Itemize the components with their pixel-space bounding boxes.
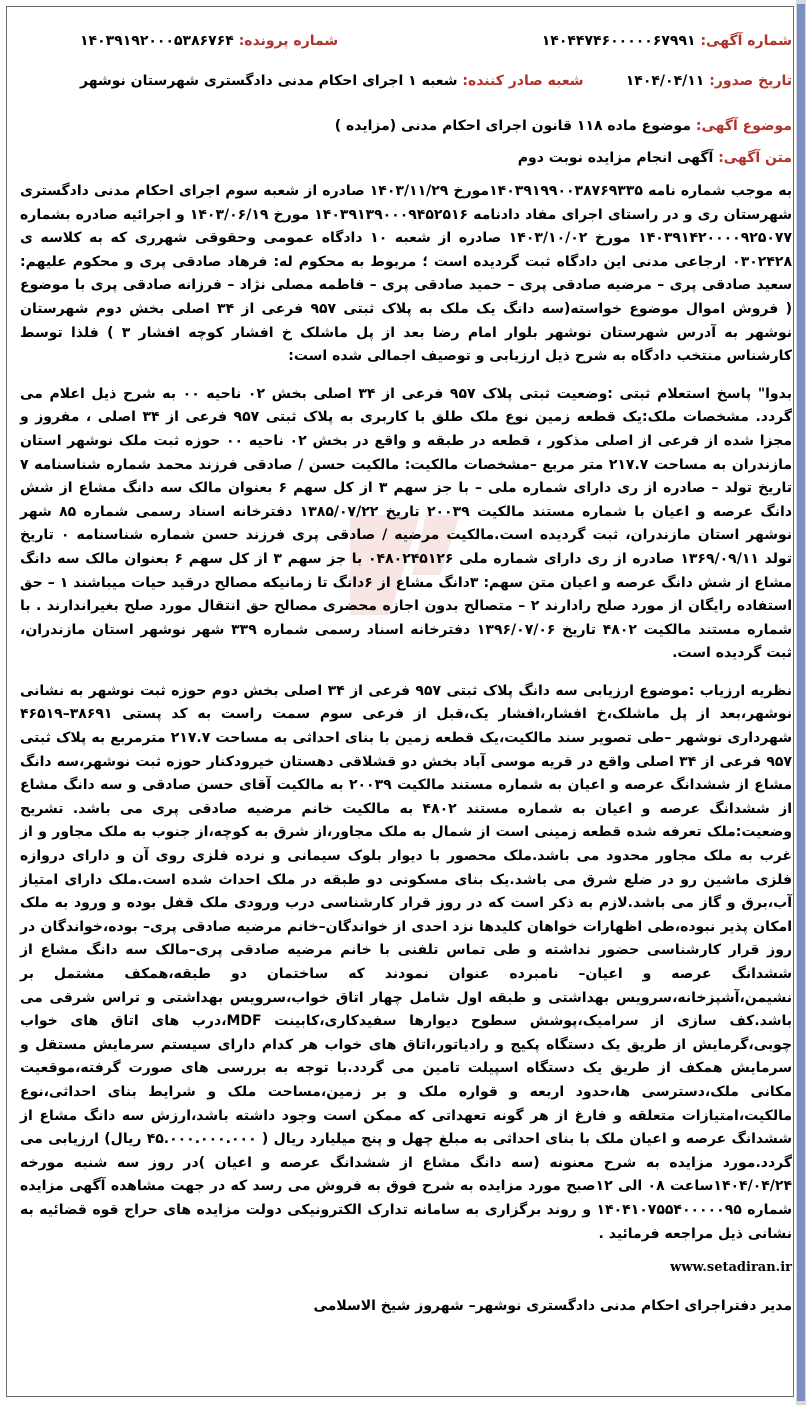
ad-number-value: ۱۴۰۴۴۷۴۶۰۰۰۰۰۶۷۹۹۱ bbox=[541, 33, 696, 49]
scrollbar-track[interactable] bbox=[796, 0, 806, 1405]
case-number-label: شماره پرونده: bbox=[238, 33, 339, 49]
subject-line bbox=[20, 118, 792, 134]
signer-line: مدیر دفتراجرای احکام مدنی دادگستری نوشهر– شهروز شیخ الاسلامی bbox=[313, 1298, 792, 1315]
scrollbar-thumb[interactable] bbox=[797, 4, 805, 1401]
header-row-2 bbox=[20, 70, 792, 92]
website-link[interactable]: www.setadiran.ir bbox=[670, 1260, 792, 1276]
issuer-value: شعبه ۱ اجرای احکام مدنی دادگستری شهرستان نوشهر bbox=[80, 73, 458, 89]
case-number-value: ۱۴۰۳۹۱۹۲۰۰۰۵۳۸۶۷۶۴ bbox=[80, 33, 234, 49]
issue-date-value: ۱۴۰۴/۰۴/۱۱ bbox=[625, 73, 705, 89]
issuer-label: شعبه صادر کننده: bbox=[462, 73, 584, 89]
issue-date-label: تاریخ صدور: bbox=[709, 73, 792, 89]
case-number-field bbox=[80, 33, 338, 49]
ad-number-field bbox=[542, 33, 792, 49]
issue-date-field bbox=[626, 73, 792, 89]
ad-text-label: متن آگهی: bbox=[718, 150, 792, 166]
issuer-field bbox=[80, 73, 584, 89]
paragraph-appraisal: نظریه ارزیاب :موضوع ارزیابی سه دانگ پلاک ثبتی ۹۵۷ فرعی از ۳۴ اصلی بخش دوم حوزه ثبت نوشهر به نشانی نوشهر،بعد از پل ماشلک،خ افشار،افشار یک،قبل از فرعی سوم سمت راست به کد پستی ۳۸۶۹۱–۴۶۵۱۹ شهرداری نوشهر –طی تصویر سند مالکیت،یک قطعه زمین با بنای احداثی به مساحت ۲۱۷.۷ مترمربع به پلاک ثبتی ۹۵۷ فرعی از ۳۴ اصلی واقع در قریه موسی آباد بخش دو قشلاقی دهستان خیرودکنار حوزه ثبت نوشهر،سه دانگ مشاع از ششدانگ عرصه و اعیان به شماره مستند مالکیت ۲۰۰۳۹ به مالکیت آقای حسن صادقی و سه دانگ مشاع از ششدانگ عرصه و اعیان به شماره مستند ۴۸۰۲ به مالکیت خانم مرضیه صادقی پری می باشد. تشریح وضعیت:ملک تعرفه شده قطعه زمینی است از شمال به ملک مجاور،از شرق به کوچه،از جنوب به ملک مجاور و از غرب به ملک مجاور محدود می باشد.ملک محصور با دیوار بلوک سیمانی و نرده فلزی روی آن و دارای دروازه فلزی ماشین رو در ضلع شرق می باشد.یک بنای مسکونی دو طبقه در ملک احداث شده است.ملک دارای امتیاز آب،برق و گاز می باشد.لازم به ذکر است که در روز قرار کارشناسی درب ورودی ملک قفل بوده و ورود به ملک امکان پذیر نبوده،طی اظهارات خواهان کلیدها نزد احدی از خواندگان–خانم مرضیه صادقی پری– بوده،خواندگان در روز قرار کارشناسی حضور نداشته و طی تماس تلفنی با خانم مرضیه صادقی پری–مالک سه دانگ مشاع از ششدانگ عرصه و اعیان– نامبرده عنوان نمودند که ساختمان دو طبقه،همکف مشتمل بر نشیمن،آشپزخانه،سرویس بهداشتی و طبقه اول شامل چهار اتاق خواب،سرویس بهداشتی و تراس شرقی می باشد.کف سازی از سرامیک،پوشش سطوح دیوارها سفیدکاری،کابینت MDF،درب های اتاق های خواب چوبی،گرمایش از طریق یک دستگاه پکیج و رادیاتور،اتاق های خواب هر کدام دارای سیستم سرمایش مستقل و سرمایش همکف از طریق یک دستگاه اسپیلت تامین می گردد.با توجه به بررسی های صورت گرفته،موقعیت مکانی ملک،دسترسی ها،حدود اربعه و قواره ملک و بر زمین،مساحت ملک و شرایط بنای احداثی،نوع مالکیت،امتیازات متعلقه و فارغ از هر گونه تعهداتی که ممکن است وجود داشته باشد،ارزش سه دانگ مشاع از ششدانگ عرصه و اعیان ملک با بنای احداثی به مبلغ چهل و پنج میلیارد ریال ( ۴۵.۰۰۰.۰۰۰.۰۰۰ ریال) ارزیابی می گردد.مورد مزایده به شرح معنونه (سه دانگ مشاع از ششدانگ عرصه و اعیان )در روز سه شنبه مورخه ۱۴۰۴/۰۴/۲۴ساعت ۰۸ الی ۱۲صبح مورد مزایده به شرح فوق به فروش می رسد که در جهت مشاهده آگهی مزایده شماره ۱۴۰۴۱۰۷۵۵۴۰۰۰۰۰۹۵ و روند برگزاری به سامانه تدارک الکترونیکی دولت مزایده های حراج قوه قضائیه به نشانی ذیل مراجعه فرمائید . bbox=[20, 682, 793, 1242]
subject-value: موضوع ماده ۱۱۸ قانون اجرای احکام مدنی (مزایده ) bbox=[334, 118, 691, 134]
paragraph-registry-inquiry: بدوا" پاسخ استعلام ثبتی :وضعیت ثبتی پلاک ۹۵۷ فرعی از ۳۴ اصلی بخش ۰۲ ناحیه ۰۰ به شرح ذیل اعلام می گردد. مشخصات ملک:یک قطعه زمین نوع ملک طلق با کاربری به پلاک ثبتی ۹۵۷ فرعی از ۳۴ اصلی ، مفروز و مجزا شده از فرعی از اصلی مذکور ، قطعه در طبقه و واقع در بخش ۰۲ ناحیه ۰۰ حوزه ثبت ملک نوشهر استان مازندران به مساحت ۲۱۷.۷ متر مربع –مشخصات مالکیت: مالکیت حسن / صادقی فرزند محمد شماره شناسنامه ۷ تاریخ تولد – صادره از ری دارای شماره ملی – با جز سهم ۳ از کل سهم ۶ بعنوان مالک سه دانگ مشاع از شش دانگ عرصه و اعیان با شماره مستند مالکیت ۲۰۰۳۹ تاریخ ۱۳۸۵/۰۷/۲۲ دفترخانه اسناد رسمی شماره ۸۵ شهر نوشهر استان مازندران، ثبت گردیده است.مالکیت مرضیه / صادقی پری فرزند حسن شماره شناسنامه ۰ تاریخ تولد ۱۳۶۹/۰۹/۱۱ صادره از ری دارای شماره ملی ۰۴۸۰۲۴۵۱۲۶ با جز سهم ۳ از کل سهم ۶ بعنوان مالک سه دانگ مشاع از شش دانگ عرصه و اعیان متن سهم: ۳دانگ مشاع از ۶دانگ تا زمانیکه مصالح درقید حیات میباشند ۱ – حق استفاده رایگان از مورد صلح رادارند ۲ – متصالح بدون اجازه محضری مصالح حق انتقال مورد صلح بغیراندارند . با شماره مستند مالکیت ۴۸۰۲ تاریخ ۱۳۹۶/۰۷/۰۶ دفترخانه اسناد رسمی شماره ۳۳۹ شهر نوشهر استان مازندران، ثبت گردیده است. bbox=[20, 385, 793, 662]
ad-number-label: شماره آگهی: bbox=[700, 33, 792, 49]
notice-document bbox=[20, 30, 792, 1314]
subject-label: موضوع آگهی: bbox=[695, 118, 792, 134]
paragraph-intro: به موجب شماره نامه ۱۴۰۳۹۱۹۹۰۰۳۸۷۶۹۳۳۵مورخ ۱۴۰۳/۱۱/۲۹ صادره از شعبه سوم اجرای احکام مدنی دادگستری شهرستان ری و در راستای اجرای مفاد دادنامه ۱۴۰۳۹۱۳۹۰۰۰۹۴۵۲۵۱۶ مورخ ۱۴۰۳/۰۶/۱۹ و اجرائیه صادره بشماره ۱۴۰۳۹۱۴۲۰۰۰۰۹۲۵۰۷۷ مورخ ۱۴۰۳/۱۰/۰۲ صادره از شعبه ۱۰ دادگاه عمومی وحقوقی شهرری که به کلاسه ی ۰۳۰۲۴۲۸ ارجاعی مدنی این دادگاه ثبت گردیده است ؛ مربوط به محکوم له: فرهاد صادقی پری و محکوم علیهم: سعید صادقی پری – مرضیه صادقی پری – حمید صادقی پری – فاطمه مصلی نژاد – فرزانه صادقی پری با موضوع ( فروش اموال موضوع خواسته(سه دانگ یک ملک به پلاک ثبتی ۹۵۷ فرعی از ۳۴ اصلی بخش دوم شهرستان نوشهر به آدرس شهرستان نوشهر بلوار امام رضا بعد از پل ماشلک خ افشار کوچه افشار ۳ ) فلذا توسط کارشناس منتخب دادگاه به شرح ذیل ارزیابی و توصیف اجمالی شده است: bbox=[20, 183, 793, 365]
header-row-1 bbox=[20, 30, 792, 52]
ad-text-value: آگهی انجام مزایده نوبت دوم bbox=[517, 150, 714, 166]
ad-text-line bbox=[20, 150, 792, 166]
